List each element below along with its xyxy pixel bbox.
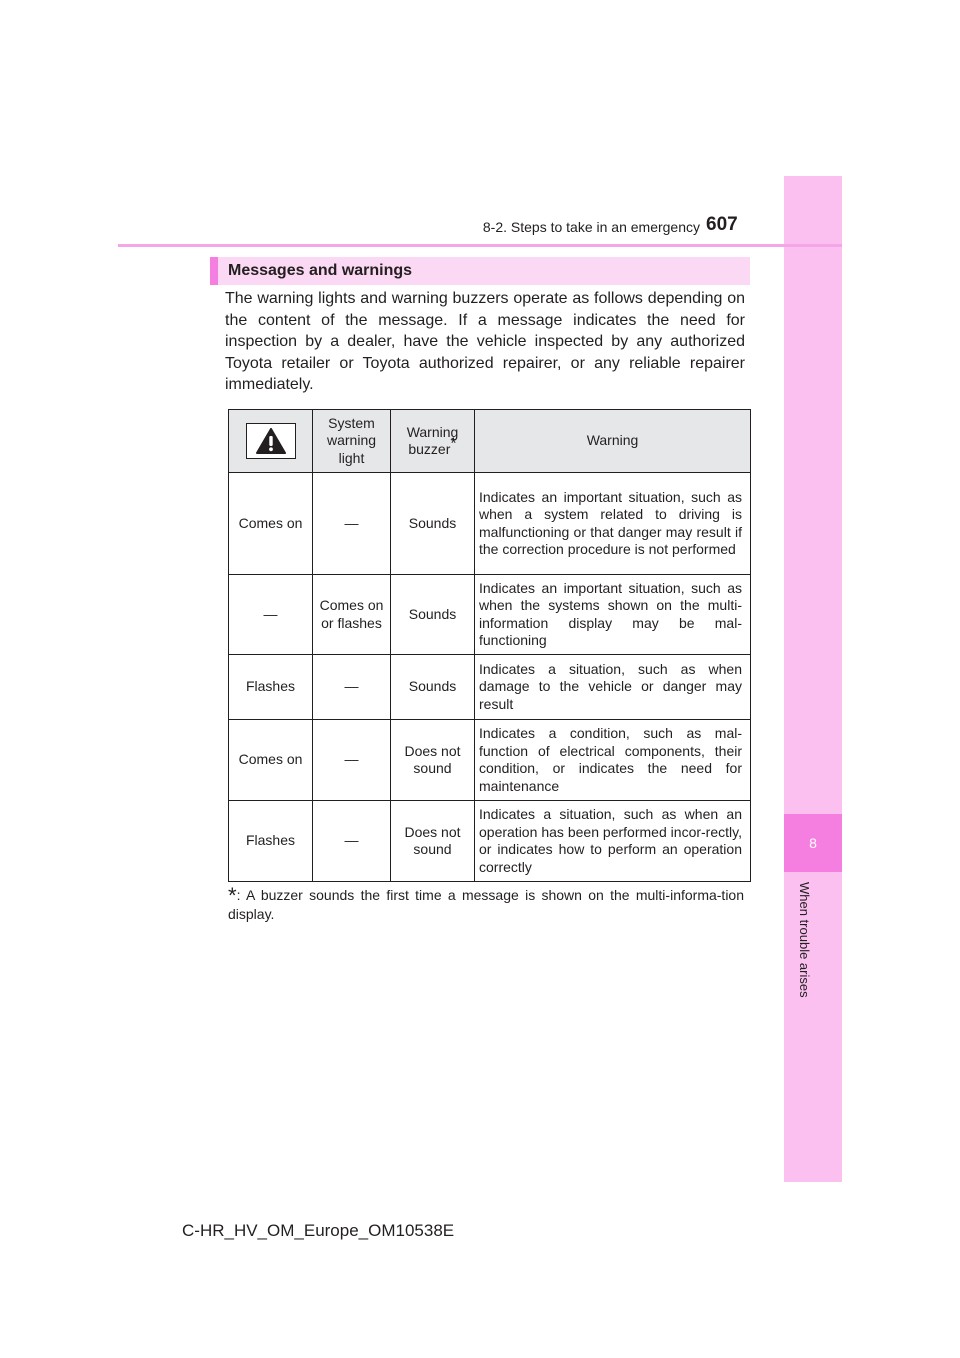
cell-master-light: — — [229, 575, 313, 655]
cell-master-light: Comes on — [229, 720, 313, 801]
table-row — [229, 575, 751, 655]
warning-table — [228, 409, 751, 882]
footnote-mark: * — [228, 883, 237, 908]
table-header-row — [229, 410, 751, 473]
header-section-title: 8-2. Steps to take in an emergency — [482, 219, 700, 235]
cell-buzzer: Does not sound — [391, 720, 475, 801]
cell-buzzer: Sounds — [391, 575, 475, 655]
chapter-side-tab — [784, 176, 842, 1182]
header-master-warning-light — [229, 410, 313, 473]
table-row — [229, 801, 751, 882]
table-row — [229, 720, 751, 801]
cell-warning-description: Indicates an important situation, such as when the systems shown on the multi-information display may be mal-functioning — [475, 575, 751, 655]
header-warning-buzzer — [391, 410, 475, 473]
header-divider — [118, 244, 842, 247]
cell-system-light: — — [313, 655, 391, 720]
cell-warning-description: Indicates an important situation, such as when a system related to driving is malfunctioning or that danger may result if the correction procedure is not performed — [475, 473, 751, 575]
document-id: C-HR_HV_OM_Europe_OM10538E — [182, 1221, 455, 1240]
section-heading: Messages and warnings — [210, 257, 750, 285]
cell-warning-description: Indicates a situation, such as when an operation has been performed incor-rectly, or indicates how to perform an operation correctly — [475, 801, 751, 882]
chapter-title: When trouble arises — [797, 882, 812, 998]
buzzer-footnote-mark: * — [450, 435, 457, 453]
cell-master-light: Flashes — [229, 801, 313, 882]
cell-buzzer: Does not sound — [391, 801, 475, 882]
table-footnote — [228, 883, 744, 923]
chapter-number: 8 — [784, 814, 842, 872]
cell-warning-description: Indicates a situation, such as when damage to the vehicle or danger may result — [475, 655, 751, 720]
header-warning: Warning — [475, 410, 751, 473]
cell-master-light: Comes on — [229, 473, 313, 575]
table-row — [229, 473, 751, 575]
cell-master-light: Flashes — [229, 655, 313, 720]
cell-system-light: — — [313, 801, 391, 882]
table-row — [229, 655, 751, 720]
cell-system-light: — — [313, 720, 391, 801]
header-system-warning-light: System warning light — [313, 410, 391, 473]
cell-system-light: Comes on or flashes — [313, 575, 391, 655]
cell-warning-description: Indicates a condition, such as mal-function of electrical components, their condition, or indicates the need for maintenance — [475, 720, 751, 801]
cell-buzzer: Sounds — [391, 473, 475, 575]
header-buzzer-label: Warning buzzer — [406, 423, 459, 457]
page-number: 607 — [706, 214, 738, 235]
cell-buzzer: Sounds — [391, 655, 475, 720]
warning-triangle-icon — [246, 423, 296, 459]
intro-paragraph: The warning lights and warning buzzers operate as follows depending on the content of the message. If a message indicates the need for inspection by a dealer, have the vehicle inspected by any authorized Toyota retailer or Toyota authorized repairer, or any reliable repairer immediately. — [225, 290, 745, 393]
footnote-text: : A buzzer sounds the first time a message is shown on the multi-informa-tion display. — [228, 887, 744, 922]
cell-system-light: — — [313, 473, 391, 575]
